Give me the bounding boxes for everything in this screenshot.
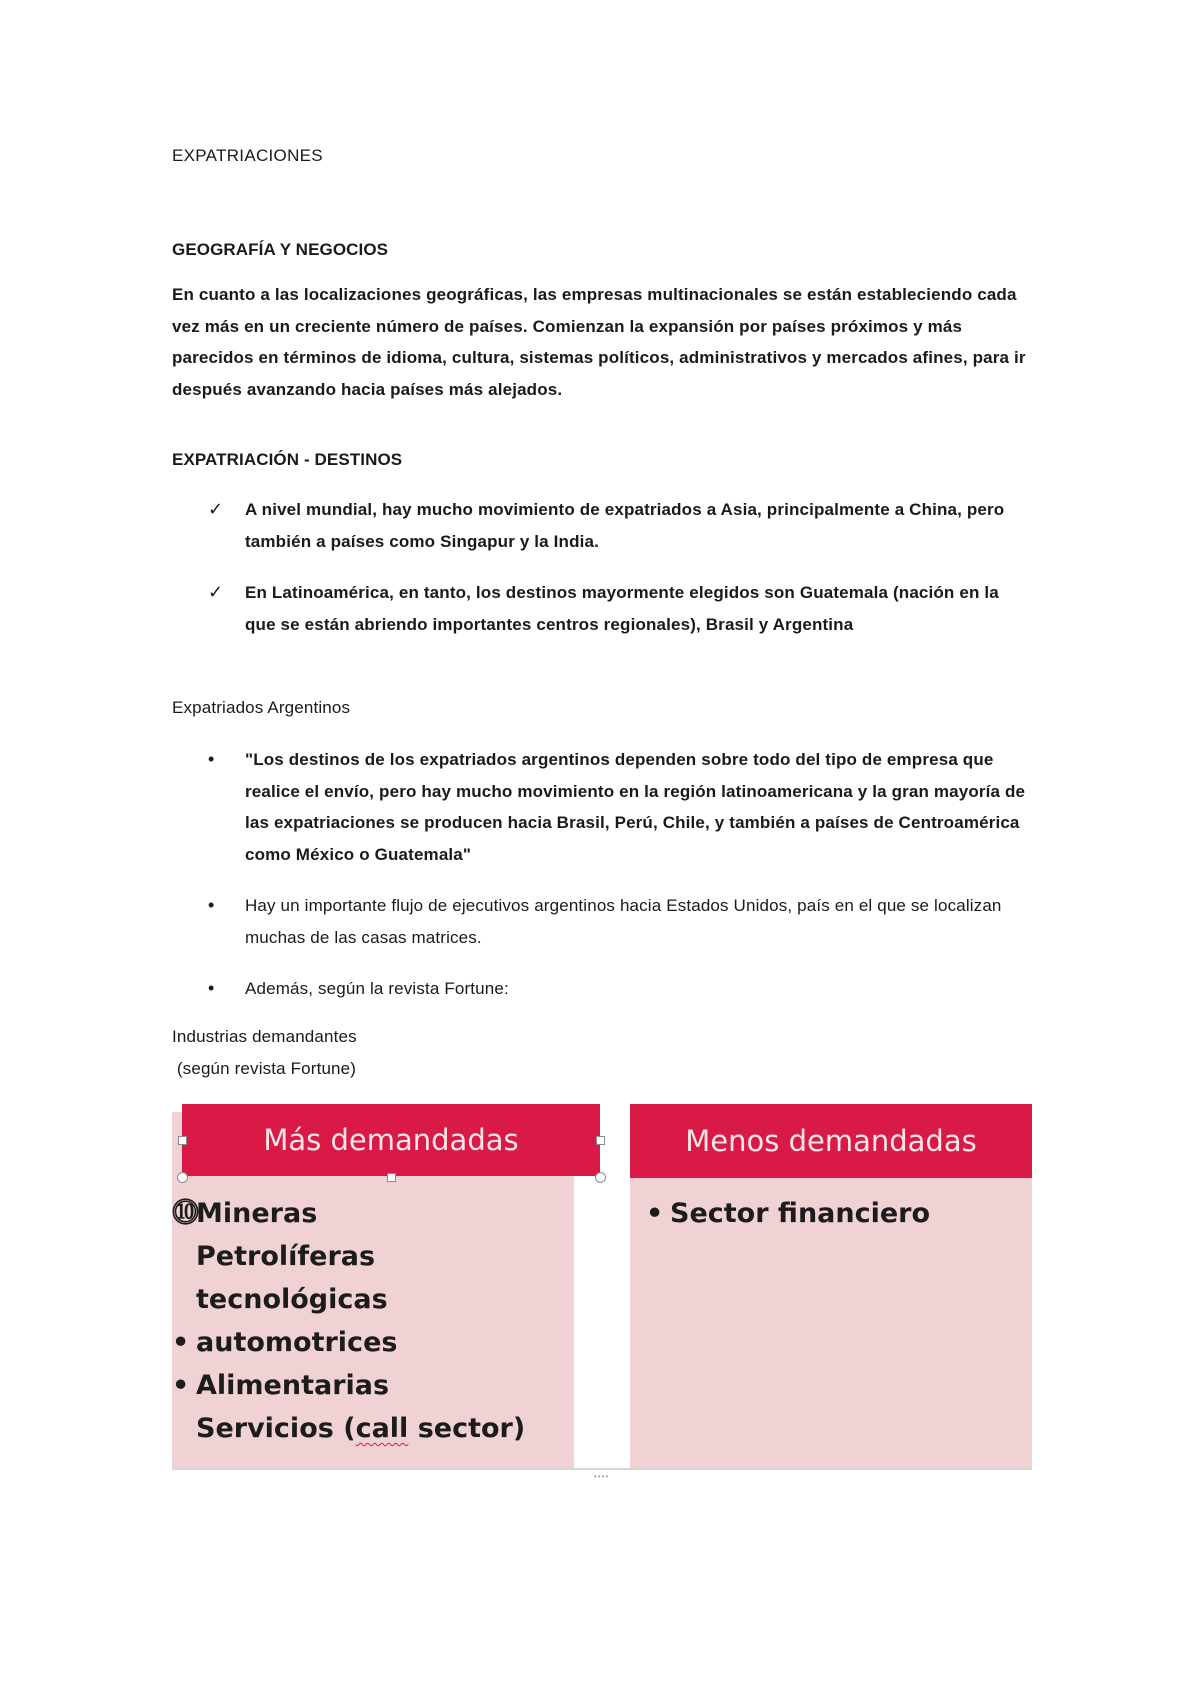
list-item: ✓ En Latinoamérica, en tanto, los destinos mayormente elegidos son Guatemala (nación en la que se están abriendo importantes centros regionales), Brasil y Argentina <box>172 577 1032 640</box>
resize-handle[interactable] <box>177 1172 188 1183</box>
industries-diagram[interactable] <box>172 1100 1032 1481</box>
section-heading-geografia: GEOGRAFÍA Y NEGOCIOS <box>172 240 389 259</box>
checkmark-icon: ✓ <box>208 582 224 602</box>
checkmark-icon: ✓ <box>208 499 224 519</box>
section-heading-destinos: EXPATRIACIÓN - DESTINOS <box>172 450 403 469</box>
list-item: • Además, según la revista Fortune: <box>172 973 1032 1005</box>
list-item: Servicios (call sector) <box>196 1413 526 1444</box>
bullet-icon: ⓾ <box>172 1198 199 1229</box>
resize-handle[interactable] <box>178 1136 187 1145</box>
paragraph-geografia: En cuanto a las localizaciones geográficas, las empresas multinacionales se están estableciendo cada vez más en un creciente número de países. Comienzan la expansión por países próximos y más parecidos en términos de idioma, cultura, sistemas políticos, administrativos y mercados afines, para ir después avanzando hacia países más alejados. <box>172 285 1026 399</box>
resize-handle[interactable] <box>595 1172 606 1183</box>
bullet-icon: • <box>172 1327 190 1358</box>
bullet-icon: • <box>208 978 215 998</box>
list-item: Petrolíferas <box>196 1241 376 1272</box>
left-column-header[interactable]: Más demandadas <box>182 1104 600 1176</box>
section-heading-expatriados: Expatriados Argentinos <box>172 698 351 717</box>
bullet-icon: • <box>208 749 215 769</box>
diagram-bottom-border <box>172 1468 1032 1470</box>
right-items-list <box>630 1192 930 1235</box>
expatriados-list <box>172 744 1032 1005</box>
list-item: ✓ A nivel mundial, hay mucho movimiento de expatriados a Asia, principalmente a China, pero también a países como Singapur y la India. <box>172 494 1032 557</box>
list-item: • Alimentarias <box>172 1364 525 1407</box>
document-title: EXPATRIACIONES <box>172 146 323 165</box>
bullet-icon: • <box>208 895 215 915</box>
spellcheck-word: call <box>355 1413 409 1444</box>
list-item: ⓾ Mineras <box>172 1192 525 1235</box>
list-item: • automotrices <box>172 1321 525 1364</box>
right-column-header: Menos demandadas <box>630 1104 1032 1178</box>
left-items-list <box>172 1192 525 1450</box>
destinos-list <box>172 494 1032 640</box>
list-item: • Hay un importante flujo de ejecutivos argentinos hacia Estados Unidos, país en el que se localizan muchas de las casas matrices. <box>172 890 1032 953</box>
list-item: • "Los destinos de los expatriados argentinos dependen sobre todo del tipo de empresa que realice el envío, pero hay mucho movimiento en la región latinoamericana y la gran mayoría de las expatriaciones se producen hacia Brasil, Perú, Chile, y también a países de Centroamérica como México o Guatemala" <box>172 744 1032 870</box>
list-item: • Sector financiero <box>630 1192 930 1235</box>
list-item: tecnológicas <box>196 1284 388 1315</box>
resize-handle[interactable] <box>596 1136 605 1145</box>
bullet-icon: • <box>172 1370 190 1401</box>
bullet-icon: • <box>646 1198 664 1229</box>
resize-handle[interactable] <box>387 1173 396 1182</box>
diagram-drag-handle[interactable]: •••• <box>594 1472 610 1481</box>
industrias-subheading: (según revista Fortune) <box>172 1059 357 1078</box>
industrias-heading: Industrias demandantes <box>172 1027 357 1046</box>
